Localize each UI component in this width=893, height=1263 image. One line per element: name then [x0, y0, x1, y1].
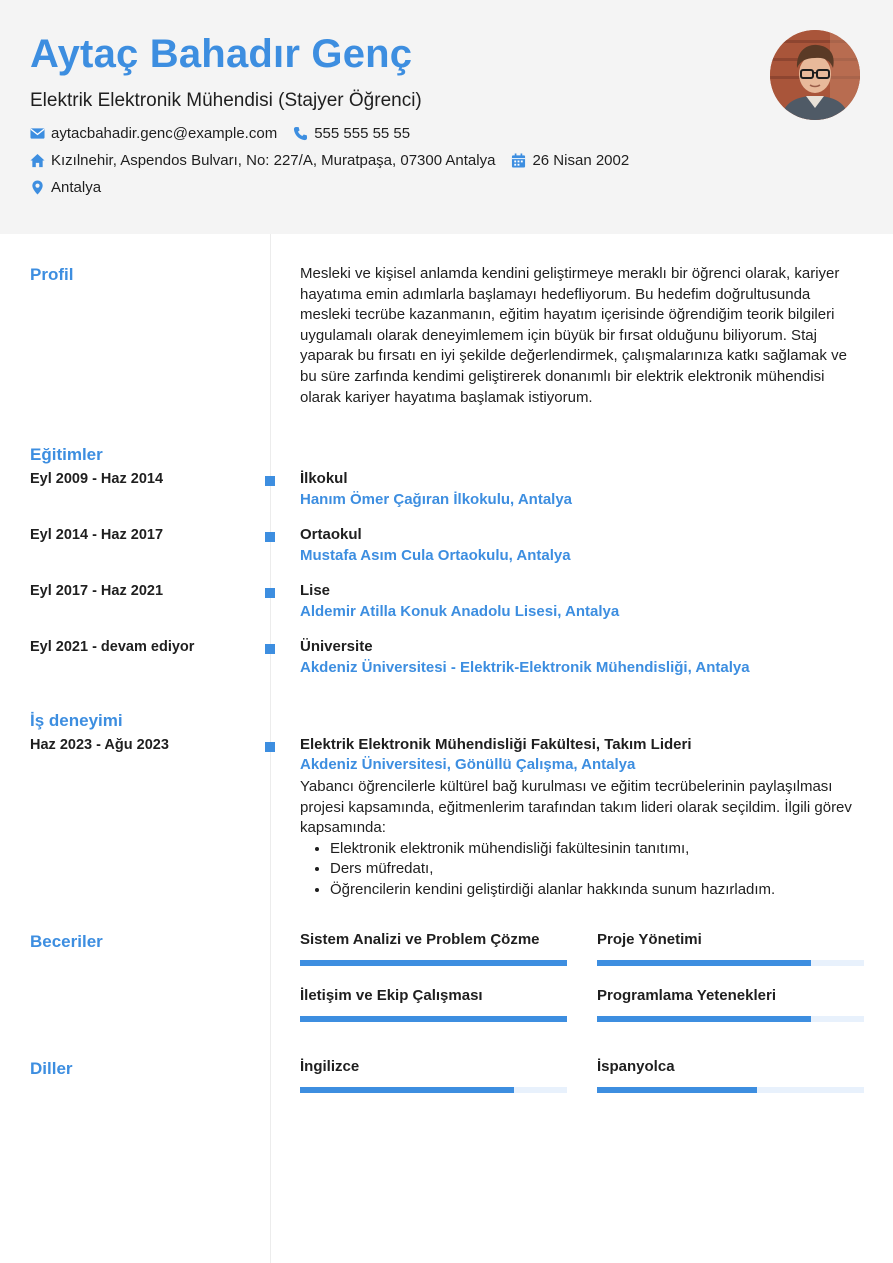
- envelope-icon: [30, 126, 45, 141]
- education-title: İlkokul: [300, 470, 348, 487]
- timeline-marker: [265, 588, 275, 598]
- skill-name: İletişim ve Ekip Çalışması: [300, 987, 483, 1004]
- skill-level-fill: [300, 1016, 567, 1022]
- language-bar: [597, 1087, 864, 1093]
- list-item: • Elektronik elektronik mühendisliği fakültesinin tanıtımı,: [330, 839, 870, 860]
- education-school: Mustafa Asım Cula Ortaokulu, Antalya: [300, 547, 571, 564]
- education-title: Üniversite: [300, 638, 373, 655]
- skill-name: Proje Yönetimi: [597, 931, 702, 948]
- email-item[interactable]: [30, 125, 277, 142]
- education-title: Lise: [300, 582, 331, 599]
- skill-item: [300, 987, 567, 1022]
- skill-bar: [300, 1016, 567, 1022]
- full-name: Aytaç Bahadır Genç: [30, 32, 413, 76]
- skill-item: [597, 987, 864, 1022]
- portrait-image: [770, 30, 860, 120]
- language-level-fill: [597, 1087, 757, 1093]
- map-pin-icon: [30, 180, 45, 195]
- profile-text: Mesleki ve kişisel anlamda kendini geliştirmeye meraklı bir öğrenci olarak, kariyer hayatıma emin adımlarla başlamayı hedefliyorum. Bu hedefim doğrultusunda mesleki tecrübe kazanmanın, eğitim hayatım içerisinde öğrendiğim teorik bilgileri uygulamalı olarak deneyimlemem için büyük bir fırsat olduğunu biliyorum. Staj yaparak bu fırsatı en iyi şekilde değerlendirmek, çalışmalarınıza katkı sağlamak ve bu süre zarfında kendimi geliştirerek donanımlı bir elektrik elektronik mühendisi olarak kariyer hayatıma başlamak istiyorum.: [300, 265, 847, 406]
- skill-bar: [300, 960, 567, 966]
- education-school: Hanım Ömer Çağıran İlkokulu, Antalya: [300, 491, 573, 508]
- profile-photo: [770, 30, 860, 120]
- languages-heading: Diller: [30, 1059, 73, 1078]
- job-title: Elektrik Elektronik Mühendisi (Stajyer Öğrenci): [30, 90, 422, 111]
- calendar-icon: [511, 153, 526, 168]
- timeline-marker: [265, 532, 275, 542]
- profile-heading: Profil: [30, 265, 74, 284]
- skill-item: [300, 931, 567, 966]
- phone-item[interactable]: [293, 125, 410, 142]
- language-name: İngilizce: [300, 1058, 360, 1075]
- education-date: Eyl 2021 - devam ediyor: [30, 639, 195, 655]
- email-text[interactable]: aytacbahadir.genc@example.com: [51, 125, 278, 142]
- language-item: [300, 1058, 567, 1093]
- language-item: [597, 1058, 864, 1093]
- location-item: [30, 179, 101, 196]
- skill-name: Sistem Analizi ve Problem Çözme: [300, 931, 540, 948]
- skills-heading: Beceriler: [30, 932, 103, 951]
- skill-bar: [597, 1016, 864, 1022]
- timeline-marker: [265, 476, 275, 486]
- address-item: [30, 152, 495, 169]
- education-heading: Eğitimler: [30, 445, 103, 464]
- location-text: Antalya: [51, 179, 102, 196]
- list-item: • Öğrencilerin kendini geliştirdiği alanlar hakkında sunum hazırladım.: [330, 880, 870, 901]
- skill-bar: [597, 960, 864, 966]
- experience-summary: Yabancı öğrencilerle kültürel bağ kurulması ve eğitim tecrübelerinin paylaşılması projesi kapsamında, eğitmenlerim tarafından takım lideri olarak seçildim. İlgili görev kapsamında:: [300, 778, 852, 837]
- experience-title: Elektrik Elektronik Mühendisliği Fakültesi, Takım Lideri: [300, 736, 692, 753]
- home-icon: [30, 153, 45, 168]
- contact-line-1: [30, 125, 426, 142]
- language-name: İspanyolca: [597, 1058, 675, 1075]
- experience-heading: İş deneyimi: [30, 711, 123, 730]
- education-date: Eyl 2009 - Haz 2014: [30, 471, 164, 487]
- timeline-marker: [265, 742, 275, 752]
- header: [0, 0, 893, 234]
- experience-bullets: [330, 839, 870, 901]
- list-item: • Ders müfredatı,: [330, 859, 870, 880]
- skill-level-fill: [597, 960, 811, 966]
- phone-text[interactable]: 555 555 55 55: [314, 125, 411, 142]
- education-school: Aldemir Atilla Konuk Anadolu Lisesi, Antalya: [300, 603, 620, 620]
- phone-icon: [293, 126, 308, 141]
- education-title: Ortaokul: [300, 526, 362, 543]
- experience-date: Haz 2023 - Ağu 2023: [30, 737, 169, 753]
- education-school: Akdeniz Üniversitesi - Elektrik-Elektronik Mühendisliği, Antalya: [300, 659, 750, 676]
- education-date: Eyl 2017 - Haz 2021: [30, 583, 164, 599]
- skill-item: [597, 931, 864, 966]
- skill-level-fill: [300, 960, 567, 966]
- address-text: Kızılnehir, Aspendos Bulvarı, No: 227/A, Muratpaşa, 07300 Antalya: [51, 152, 496, 169]
- language-level-fill: [300, 1087, 514, 1093]
- experience-description: [300, 777, 870, 901]
- skill-level-fill: [597, 1016, 811, 1022]
- contact-line-2: [30, 152, 645, 169]
- language-bar: [300, 1087, 567, 1093]
- contact-line-3: [30, 179, 117, 196]
- timeline-marker: [265, 644, 275, 654]
- skill-name: Programlama Yetenekleri: [597, 987, 776, 1004]
- experience-org: Akdeniz Üniversitesi, Gönüllü Çalışma, Antalya: [300, 756, 636, 773]
- birthdate-item: [511, 152, 629, 169]
- birthdate-text: 26 Nisan 2002: [532, 152, 630, 169]
- education-date: Eyl 2014 - Haz 2017: [30, 527, 164, 543]
